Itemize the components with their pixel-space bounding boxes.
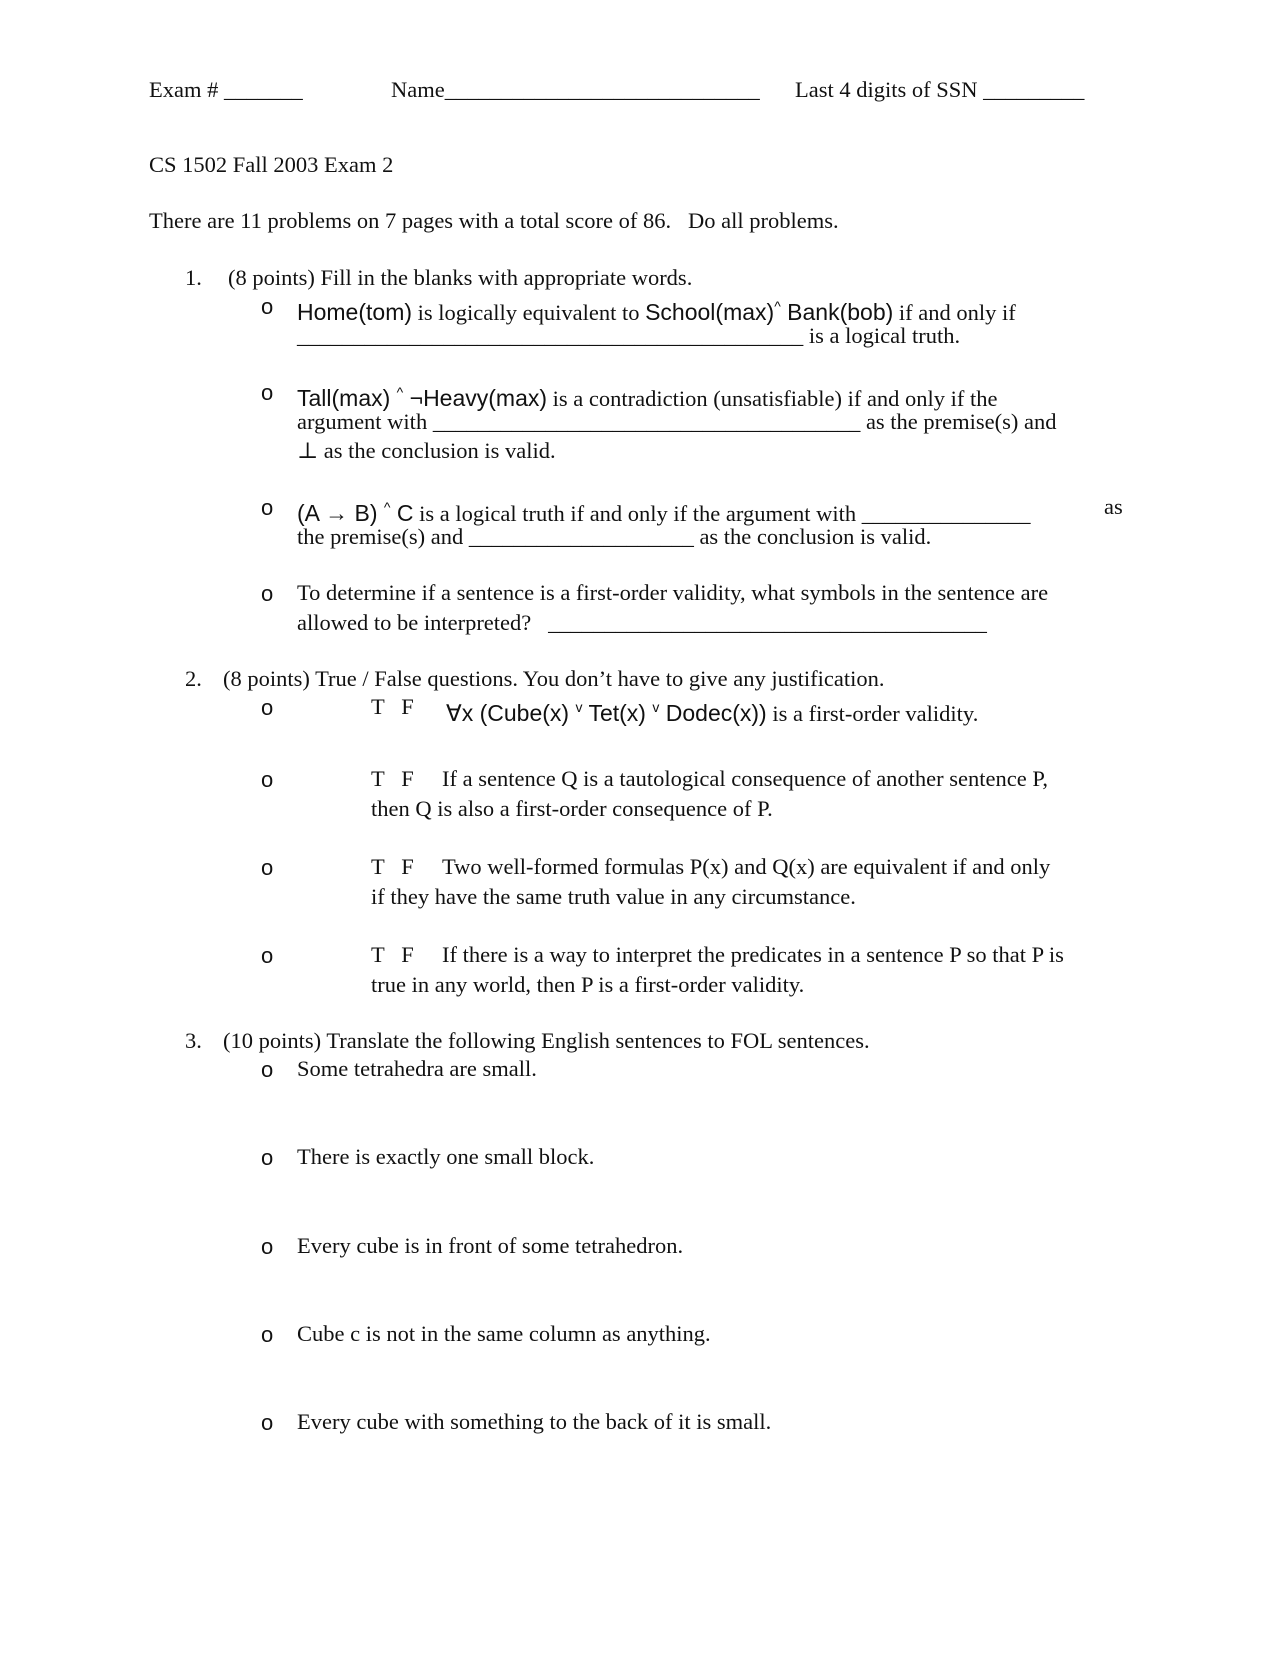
- tf-choice-q2b: T F: [371, 766, 414, 791]
- q1c-line2: the premise(s) and ____________________ as the conclusion is valid.: [297, 524, 932, 549]
- q3-item: Cube c is not in the same column as anything.: [297, 1321, 711, 1346]
- q3-prompt: (10 points) Translate the following English sentences to FOL sentences.: [223, 1028, 870, 1053]
- q3-item: Every cube is in front of some tetrahedron.: [297, 1233, 684, 1258]
- bullet-q3a: o: [261, 1057, 274, 1082]
- bullet-q1d: o: [261, 581, 274, 606]
- q1a-s4: Bank(bob): [780, 299, 894, 325]
- q2b-line1: If a sentence Q is a tautological consequence of another sentence P,: [442, 766, 1049, 791]
- tf-choice-q2a: T F: [371, 694, 414, 719]
- q2a-s5: Dodec(x)): [659, 700, 767, 726]
- q2c-line1: Two well-formed formulas P(x) and Q(x) are equivalent if and only: [442, 854, 1051, 879]
- bullet-q2c: o: [261, 855, 274, 880]
- bullet-q2b: o: [261, 767, 274, 792]
- q3-item: Every cube with something to the back of it is small.: [297, 1409, 772, 1434]
- and-symbol: ^: [396, 384, 404, 400]
- q2a-s1: ∀x (Cube(x): [446, 700, 576, 726]
- q1a-s2: School(max): [645, 299, 775, 325]
- q2a-text: [446, 692, 978, 729]
- q1a-s1: Home(tom): [297, 299, 413, 325]
- q1b-s1: Tall(max): [297, 385, 397, 411]
- q2-number: 2.: [185, 666, 202, 691]
- bullet-q2a: o: [261, 695, 274, 720]
- or-symbol: v: [575, 699, 583, 715]
- bullet-q3b: o: [261, 1145, 274, 1170]
- bullet-q1a: o: [261, 294, 274, 319]
- q1c-s3: C: [390, 500, 414, 526]
- bullet-q3d: o: [261, 1322, 274, 1347]
- q3-item: Some tetrahedra are small.: [297, 1056, 537, 1081]
- name-field: Name____________________________: [391, 77, 760, 102]
- q2d-line2: true in any world, then P is a first-order validity.: [371, 972, 805, 997]
- and-symbol: ^: [774, 298, 781, 314]
- q1b-line3: ⊥ as the conclusion is valid.: [297, 438, 556, 463]
- tf-choice-q2c: T F: [371, 854, 414, 879]
- q2c-line2: if they have the same truth value in any circumstance.: [371, 884, 856, 909]
- q2a-s3: Tet(x): [582, 700, 653, 726]
- course-title: CS 1502 Fall 2003 Exam 2: [149, 152, 394, 177]
- q2b-line2: then Q is also a first-order consequence of P.: [371, 796, 773, 821]
- q2a-t1: is a first-order validity.: [766, 701, 979, 726]
- intro-text: There are 11 problems on 7 pages with a total score of 86. Do all problems.: [149, 208, 839, 233]
- q1d-line2: allowed to be interpreted? _______________________________________: [297, 610, 987, 635]
- exam-number-field: Exam # _______: [149, 77, 303, 102]
- q1b-s3: ¬Heavy(max): [403, 385, 548, 411]
- q1b-line2: argument with ______________________________________ as the premise(s) and: [297, 409, 1057, 434]
- q1b-t1: is a contradiction (unsatisfiable) if and only if the: [547, 386, 998, 411]
- q1c-t1: is a logical truth if and only if the argument with _______________: [413, 501, 1031, 526]
- q1a-t2: if and only if: [893, 300, 1016, 325]
- and-symbol: ^: [383, 499, 391, 515]
- bullet-q2d: o: [261, 943, 274, 968]
- q2-prompt: (8 points) True / False questions. You don’t have to give any justification.: [223, 666, 885, 691]
- bullet-q3e: o: [261, 1410, 274, 1435]
- q1a-t1: is logically equivalent to: [412, 300, 646, 325]
- bullet-q3c: o: [261, 1234, 274, 1259]
- q1c-as: as: [1104, 494, 1123, 519]
- q1d-line1: To determine if a sentence is a first-order validity, what symbols in the sentence are: [297, 580, 1049, 605]
- q1-number: 1.: [185, 265, 202, 290]
- q1a-line2: _____________________________________________ is a logical truth.: [297, 323, 961, 348]
- bullet-q1b: o: [261, 380, 274, 405]
- bullet-q1c: o: [261, 495, 274, 520]
- or-symbol: v: [652, 699, 660, 715]
- tf-choice-q2d: T F: [371, 942, 414, 967]
- q2d-line1: If there is a way to interpret the predicates in a sentence P so that P is: [442, 942, 1064, 967]
- ssn-field: Last 4 digits of SSN _________: [795, 77, 1085, 102]
- q1-prompt: (8 points) Fill in the blanks with appropriate words.: [228, 265, 693, 290]
- q1c-s1: (A → B): [297, 500, 384, 526]
- q3-number: 3.: [185, 1028, 202, 1053]
- q3-item: There is exactly one small block.: [297, 1144, 595, 1169]
